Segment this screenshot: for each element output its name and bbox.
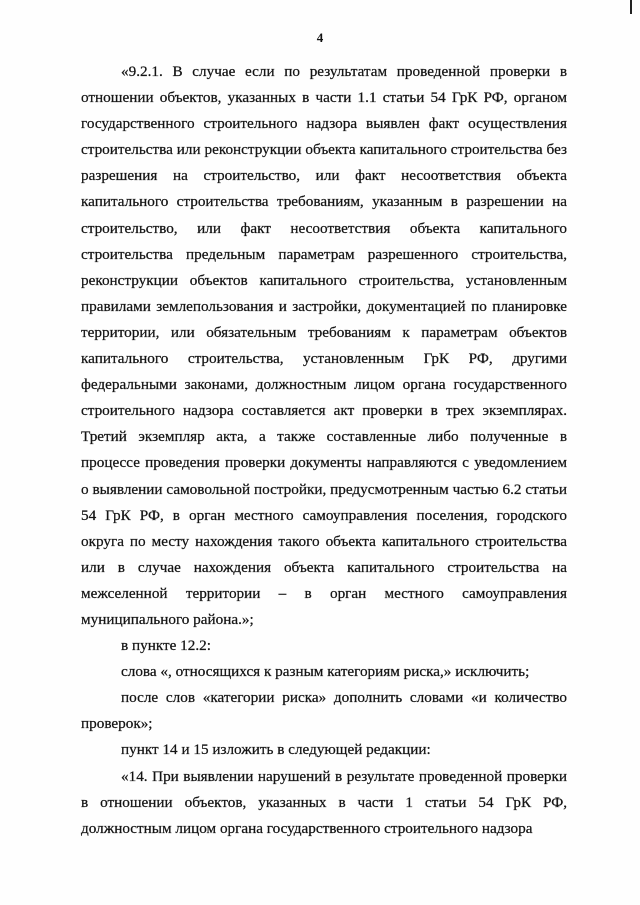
paragraph-points-14-15: пункт 14 и 15 изложить в следующей редакции: (121, 741, 431, 759)
paragraph-words-exclude: слова «, относящихся к разным категориям риска,» исключить; (121, 663, 530, 681)
paragraph-9-2-1: «9.2.1. В случае если по результатам проведенной проверки в отношении объектов, указанных в части 1.1 статьи 54 ГрК РФ, органом государственного строительного надзора выявлен факт осуществления строительства или реконструкции объекта капитального строительства без разрешения на строительство, или факт несоответствия объекта капитального строительства требованиям, указанным в разрешении на строительство, или факт несоответствия объекта капитального строительства предельным параметрам разрешенного строительства, реконструкции объектов капитального строительства, установленным правилами землепользования и застройки, документацией по планировке территории, или обязательным требованиям к параметрам объектов капитального строительства, установленным ГрК РФ, другими федеральными законами, должностным лицом органа государственного строительного надзора составляется акт проверки в трех экземплярах. Третий экземпляр акта, а также составленные либо полученные в процессе проведения проверки документы направляются с уведомлением о выявлении самовольной постройки, предусмотренным частью 6.2 статьи 54 ГрК РФ, в орган местного самоуправления поселения, городского округа по месту нахождения такого объекта капитального строительства или в случае нахождения объекта капитального строительства на межселенной территории – в орган местного самоуправления муниципального района.»; (81, 63, 567, 628)
document-body (81, 59, 567, 842)
page-number: 4 (316, 30, 324, 45)
scan-corner-mark (624, 0, 632, 14)
paragraph-point-12-2: в пункте 12.2: (121, 637, 211, 655)
paragraph-after-words: после слов «категории риска» дополнить словами «и количество проверок»; (81, 689, 567, 733)
paragraph-14: «14. При выявлении нарушений в результате проведенной проверки в отношении объектов, указанных в части 1 статьи 54 ГрК РФ, должностным лицом органа государственного строительного надзора (81, 767, 567, 837)
